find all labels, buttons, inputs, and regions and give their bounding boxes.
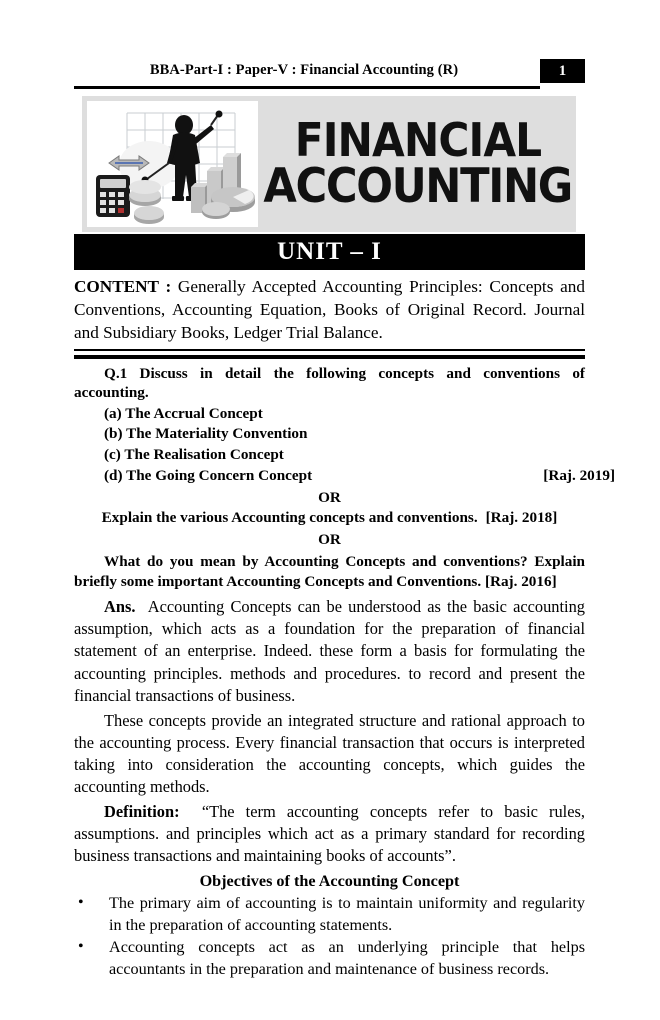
bullet-icon: • (78, 938, 84, 956)
banner-title-line-2: ACCOUNTING (263, 158, 573, 214)
definition-text: “The term accounting concepts refer to basic rules, assumptions. and principles which act as a primary standard for recording business transactions and maintaining books of accounts”. (74, 801, 585, 866)
content-text: Generally Accepted Accounting Principles: Concepts and Conventions, Accounting Equation, Books of Original Record. Journal and Subsidiary Books, Ledger Trial Balance. (74, 277, 585, 342)
unit-heading-bar: UNIT – I (74, 234, 585, 270)
list-item-text: Accounting concepts act as an underlying principle that helps accountants in the preparation and maintenance of business records. (109, 938, 585, 978)
content-label: CONTENT : (74, 277, 172, 296)
page-number-badge: 1 (540, 59, 585, 83)
answer-paragraph-1-text: Accounting Concepts can be understood as the basic accounting assumption, which acts as a foundation for the preparation of financial statement of an enterprise. Indeed. these form a basis for formulating the accounting principles. methods and procedures. to record and present the financial transactions of business. (74, 597, 585, 705)
bullet-icon: • (78, 894, 84, 912)
banner-title-line-1: FINANCIAL (294, 113, 542, 168)
content-summary (74, 276, 585, 345)
question-option-c (104, 445, 585, 465)
question-alternative-1-citation: [Raj. 2018] (485, 509, 558, 527)
answer-definition (74, 801, 585, 867)
or-divider-2: OR (318, 531, 341, 549)
question-alternative-2 (74, 552, 585, 592)
question-option-b (104, 424, 585, 444)
or-divider-1: OR (318, 488, 341, 506)
section-rule-thick (74, 355, 585, 359)
question-option-a-label: (a) The Accrual Concept (104, 404, 263, 422)
section-rule-thin (74, 349, 585, 351)
question-alternative-2-citation: [Raj. 2016] (484, 572, 557, 590)
question-option-d (104, 466, 615, 486)
financial-accounting-illustration-icon (87, 101, 258, 227)
question-option-d-citation: [Raj. 2019] (543, 466, 615, 484)
header-rule (74, 86, 540, 89)
answer-paragraph-2: These concepts provide an integrated structure and rational approach to the accounting process. Every financial transaction that occurs is interpreted taking into consideration the accounting concepts, which guides the accounting methods. (74, 710, 585, 796)
answer-label: Ans. (104, 597, 136, 617)
objectives-heading: Objectives of the Accounting Concept (199, 872, 460, 891)
question-1-text: Q.1 Discuss in detail the following concepts and conventions of accounting. (74, 365, 585, 402)
list-item (78, 893, 585, 936)
question-option-c-label: (c) The Realisation Concept (104, 446, 284, 464)
banner-title (264, 98, 572, 230)
answer-paragraph-1 (74, 596, 585, 706)
question-alternative-1-text: Explain the various Accounting concepts and conventions. (101, 509, 478, 527)
definition-label: Definition: (104, 801, 180, 821)
page-body (74, 364, 615, 980)
question-option-a (104, 404, 585, 424)
question-alternative-1 (74, 508, 585, 528)
header-title: BBA-Part-I : Paper-V : Financial Accounting (R) (149, 62, 459, 78)
question-option-d-label: (d) The Going Concern Concept (104, 466, 313, 484)
title-banner (82, 96, 576, 232)
question-alternative-2-text: What do you mean by Accounting Concepts and conventions? Explain briefly some important Accounting Concepts and Conventions. (74, 552, 585, 590)
question-option-b-label: (b) The Materiality Convention (104, 425, 308, 443)
list-item-text: The primary aim of accounting is to maintain uniformity and regularity in the preparation of accounting statements. (109, 894, 585, 934)
list-item (78, 937, 585, 980)
